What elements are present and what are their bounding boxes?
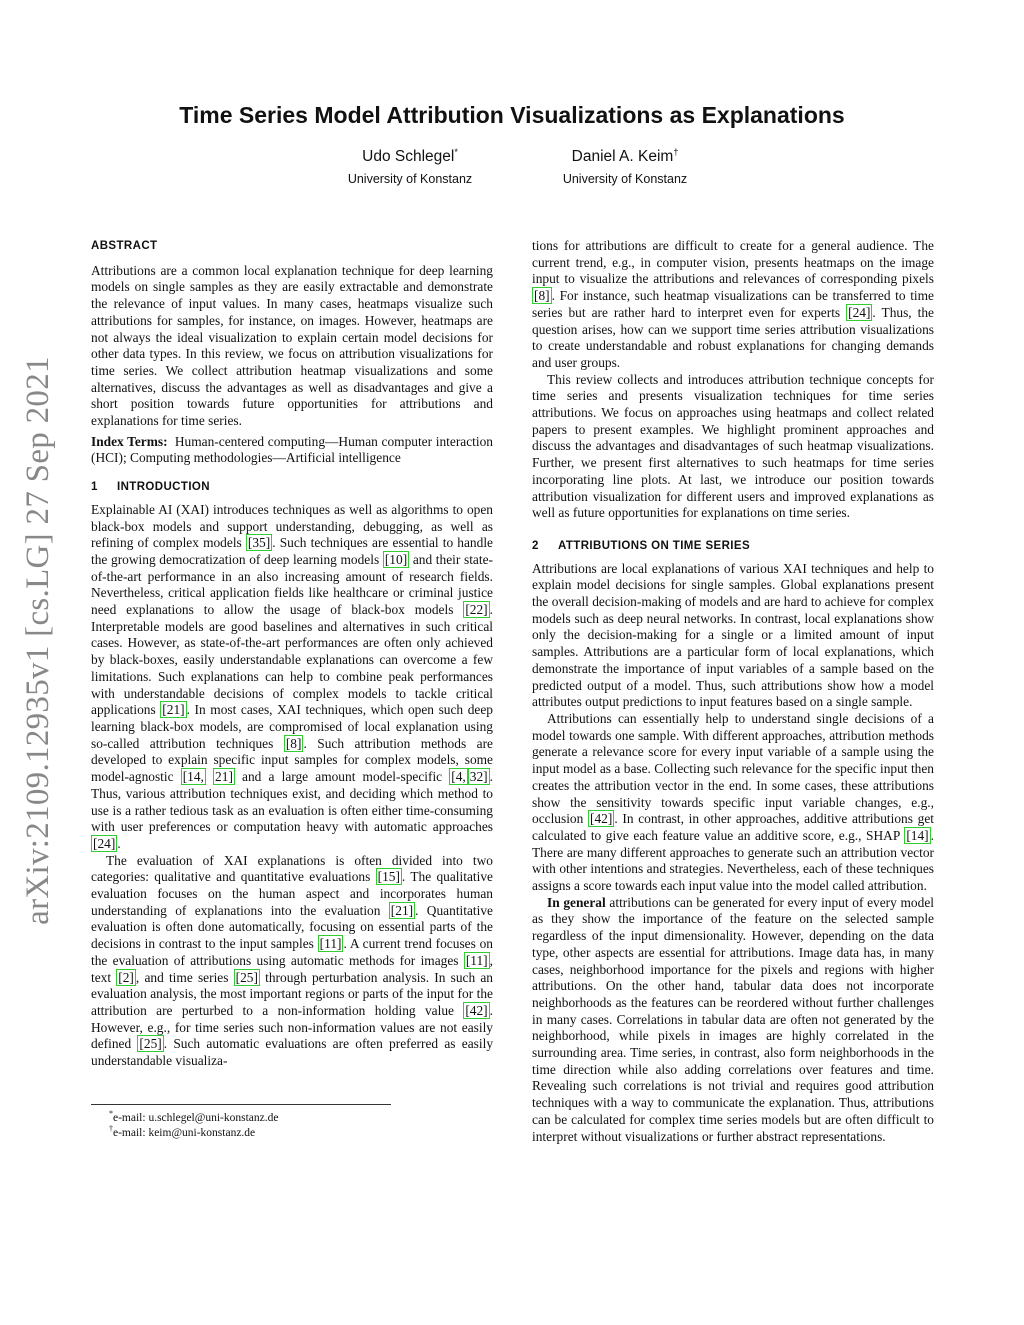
author-name: Udo Schlegel* — [362, 146, 458, 165]
citation-link[interactable]: 32] — [469, 769, 488, 785]
citation-link[interactable]: [11] — [465, 952, 488, 968]
paper-title: Time Series Model Attribution Visualizations as Explanations — [179, 102, 845, 128]
citation-link[interactable]: [14, — [182, 769, 204, 785]
left-column — [91, 232, 493, 1070]
index-terms-label: Index Terms: — [91, 433, 168, 449]
citation-link[interactable]: [8] — [285, 735, 302, 751]
author-block-2 — [515, 147, 735, 187]
intro-paragraph-3: tions for attributions are difficult to create for a general audience. The current trend, e.g., in computer vision, presents heatmaps on the image input to visualize the attributions and relevances of corresponding pixels [8] . For instance, such heatmap visualizations can be transferred to time series but are rather hard to interpret even for experts [24] . Thus, the question arises, how can we support time series attribution visualizations to create understandable and robust explanations for changing demands and user groups. — [532, 238, 934, 370]
citation-link[interactable]: [25] — [235, 969, 258, 985]
attributions-paragraph-1: Attributions are local explanations of various XAI techniques and help to explain model decisions for single samples. Global explanations present the overall decision-making of models and are hard to achieve for complex models such as deep neural networks. In contrast, local explanations show only the decision-making for a single or a limited amount of input samples. Attributions are a particular form of local explanations, which demonstrate the importance of input variables of a sample based on the predicted output of a model. Thus, such attributions show how a model attributes output predictions to input features based on a single sample. — [532, 560, 934, 710]
paragraph-lead: In general — [547, 894, 606, 910]
footnote-1: *e-mail: u.schlegel@uni-konstanz.de — [109, 1109, 279, 1124]
citation-link[interactable]: [4, — [451, 769, 466, 785]
citation-link[interactable]: [14] — [906, 827, 929, 843]
attributions-paragraph-2: Attributions can essentially help to understand single decisions of a model towards one sample. With different approaches, attribution methods generate a relevance score for every input variable of a sample using the input model as a base. Collecting such relevance for the specific input then creates the attribution vector in the end. In some cases, these attributions show the sensitivity towards specific input variable changes, e.g., occlusion [42] . In contrast, in other approaches, additive attributions get calculated to give each feature value an additive score, e.g., SHAP [14] . There are many different approaches to generate such an attribution vector with other intentions and strategies. Nevertheless, each of these techniques assigns a score towards each input value into the model called attribution. — [532, 710, 935, 894]
author-block-1 — [300, 147, 520, 187]
section-heading-attributions: 2 ATTRIBUTIONS ON TIME SERIES — [532, 539, 751, 552]
intro-paragraph-4: This review collects and introduces attribution technique concepts for time series and presents visualization techniques for time series attributions. We focus on approaches using heatmaps and collect related papers to present examples. We highlight prominent approaches and discuss the advantages and disadvantages of such heatmap visualizations. Further, we present first alternatives to such heatmaps for time series incorporating line plots. At last, we introduce our position towards attribution visualization for different users and improved explanations as well as future opportunities for explanations on time series. — [532, 371, 934, 521]
abstract-heading: ABSTRACT — [91, 240, 158, 252]
citation-link[interactable]: [11] — [319, 936, 342, 952]
author-affiliation: University of Konstanz — [347, 172, 473, 186]
intro-paragraph-1: Explainable AI (XAI) introduces techniques as well as algorithms to open black-box models and support understanding, debugging, as well as refining of complex models [35] . Such techniques are essential to handle the growing democratization of deep learning models [10] and their state-of-the-art performance in an also increasing amount of research fields. Nevertheless, critical application fields like healthcare or criminal justice need explanations to allow the usage of black-box models [22] . Interpretable models are good baselines and alternatives in such critical cases. However, as state-of-the-art performances are often only achieved by black-boxes, easily understandable explanations can overcome a few limitations. Such explanations can help to combine peak performances with understandable decisions of complex models to tackle critical applications [21] . In most cases, XAI techniques, which open such deep learning black-box models, are compromised of local explanation using so-called attribution techniques [8] . Such attribution methods are developed to explain specific input samples for complex models, some model-agnostic [14, 21] and a large amount model-specific [4, 32] . Thus, various attribution techniques exist, and deciding which method to use is a rather tedious task as an evaluation is often either time-consuming with user preferences or computation heavy with automatic approaches [24] . — [91, 501, 493, 851]
citation-link[interactable]: [42] — [590, 811, 613, 827]
citation-link[interactable]: [42] — [465, 1002, 488, 1018]
abstract-text: Attributions are a common local explanation technique for deep learning models on single samples as they are easily extractable and demonstrate the relevance of input values. In many cases, heatmaps visualize such attributions for samples, for instance, on images. However, heatmaps are not always the ideal visualization to explain certain model decisions for other data types. In this review, we focus on attribution visualizations for time series. We collect attribution heatmap visualizations and some alternatives, discuss the advantages as well as disadvantages and give a short position towards future opportunities for attributions and explanations for time series. — [91, 262, 493, 429]
footnote-2: †e-mail: keim@uni-konstanz.de — [109, 1124, 256, 1139]
intro-paragraph-2: The evaluation of XAI explanations is often divided into two categories: qualitative and quantitative evaluations [15] . The qualitative evaluation focuses on the human aspect and incorporates human understanding of explanations into the evaluation [21] . Quantitative evaluation is often done automatically, focusing on essential parts of the decisions in contrast to the input samples [11] . A current trend focuses on the evaluation of attributions using automatic methods for images [11] , text [2] , and time series [25] through perturbation analysis. In such an evaluation analysis, the most important regions or parts of the input for the attribution are perturbed to a non-information holding value [42] . However, e.g., for time series such non-information values are not easily defined [25] . Such automatic evaluations are often preferred as easily understandable visualiza- — [91, 852, 494, 1069]
arxiv-identifier-text: arXiv:2109.12935v1 [cs.LG] 27 Sep 2021 — [19, 355, 56, 925]
index-terms — [91, 434, 493, 467]
citation-link[interactable]: [15] — [377, 869, 400, 885]
section-heading-introduction: 1 INTRODUCTION — [91, 481, 210, 494]
author-affiliation: University of Konstanz — [562, 172, 688, 186]
citation-link[interactable]: [22] — [465, 602, 488, 618]
arxiv-identifier — [10, 330, 66, 950]
citation-link[interactable]: [24] — [848, 304, 871, 320]
attributions-paragraph-3: In general attributions can be generated for every input of every model as they show the importance of the feature on the selected sample regardless of the input dimensionality. However, depending on the data type, other aspects are essential for attributions. Image data has, in many cases, neighborhood importance for the pixels and regions with higher attributions. On the other hand, tabular data does not incorporate neighborhoods as the features can be reordered without further challenges in many cases. Correlations in tabular data are often not generated by the neighborhood, while pixels in images are highly correlated in the surrounding area. Time series, in contrast, also form neighborhoods in the time direction while also adding correlations over features and time. Revealing such correlations is not trivial and requires good attribution techniques with a way to communicate the explanation. Thus, attributions can be calculated for complex time series models but are often difficult to interpret without visualizations or further abstract representations. — [532, 894, 934, 1144]
citation-link[interactable]: 21] — [215, 769, 233, 785]
citation-link[interactable]: [35] — [247, 535, 271, 551]
citation-link[interactable]: [25] — [139, 1036, 162, 1052]
citation-link[interactable]: [2] — [118, 969, 134, 985]
citation-link[interactable]: [21] — [162, 702, 185, 718]
citation-link[interactable]: [24] — [93, 835, 116, 851]
footnotes — [91, 1104, 391, 1141]
index-terms-text: Human-centered computing—Human computer interaction (HCI); Computing methodologies—Artificial intelligence — [91, 433, 493, 466]
citation-link[interactable]: [10] — [384, 551, 408, 567]
author-name: Daniel A. Keim† — [571, 146, 679, 165]
citation-link[interactable]: [21] — [390, 902, 414, 918]
citation-link[interactable]: [8] — [534, 288, 550, 304]
right-column — [532, 238, 934, 1145]
footnote-rule — [91, 1104, 391, 1105]
